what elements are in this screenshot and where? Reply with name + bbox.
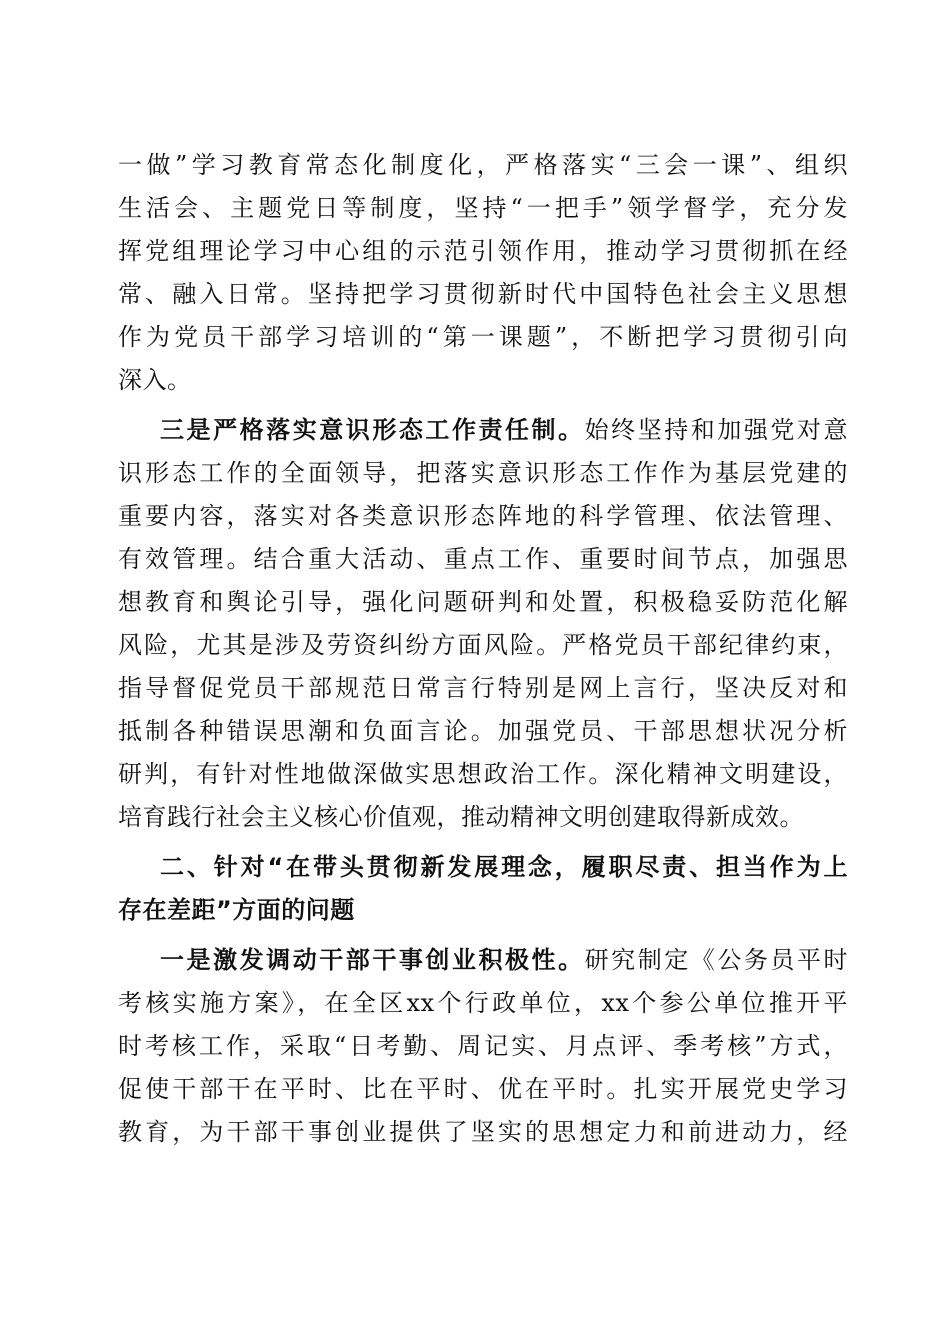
paragraph-line: 研判，有针对性地做深做实思想政治工作。深化精神文明建设， [118, 760, 848, 788]
paragraph-line: 抵制各种错误思潮和负面言论。加强党员、干部思想状况分析 [118, 717, 848, 745]
paragraph-line: 考核实施方案》，在全区xx个行政单位，xx个参公单位推开平 [118, 989, 848, 1017]
paragraph-first-line [160, 410, 848, 450]
paragraph-line: 有效管理。结合重大活动、重点工作、重要时间节点，加强思 [118, 545, 848, 573]
paragraph-lead: 一是激发调动干部干事创业积极性。 [160, 946, 585, 974]
paragraph-line: 一做”学习教育常态化制度化，严格落实“三会一课”、组织 [118, 151, 848, 179]
paragraph-lead: 三是严格落实意识形态工作责任制。 [160, 416, 585, 444]
paragraph-text: 始终坚持和加强党对意 [584, 416, 848, 444]
heading-line: 存在差距”方面的问题 [118, 896, 355, 924]
paragraph-text: 研究制定《公务员平时 [584, 946, 848, 974]
paragraph-line: 想教育和舆论引导，强化问题研判和处置，积极稳妥防范化解 [118, 588, 848, 616]
paragraph-line: 识形态工作的全面领导，把落实意识形态工作作为基层党建的 [118, 459, 848, 487]
paragraph-first-line [160, 940, 848, 980]
paragraph-line: 重要内容，落实对各类意识形态阵地的科学管理、依法管理、 [118, 502, 848, 530]
paragraph-line: 时考核工作，采取“日考勤、周记实、月点评、季考核”方式， [118, 1032, 848, 1060]
paragraph-line: 促使干部干在平时、比在平时、优在平时。扎实开展党史学习 [118, 1075, 848, 1103]
paragraph-line: 教育，为干部干事创业提供了坚实的思想定力和前进动力，经 [118, 1118, 848, 1146]
paragraph-line: 指导督促党员干部规范日常言行特别是网上言行，坚决反对和 [118, 674, 848, 702]
paragraph-line: 生活会、主题党日等制度，坚持“一把手”领学督学，充分发 [118, 194, 848, 222]
heading-line: 二、针对“在带头贯彻新发展理念，履职尽责、担当作为上 [160, 853, 848, 881]
paragraph-line: 培育践行社会主义核心价值观，推动精神文明创建取得新成效。 [118, 803, 804, 831]
paragraph-line: 风险，尤其是涉及劳资纠纷方面风险。严格党员干部纪律约束， [118, 631, 848, 659]
paragraph-line: 深入。 [118, 366, 192, 394]
paragraph-line: 作为党员干部学习培训的“第一课题”，不断把学习贯彻引向 [118, 323, 848, 351]
paragraph-line: 常、融入日常。坚持把学习贯彻新时代中国特色社会主义思想 [118, 280, 848, 308]
paragraph-line: 挥党组理论学习中心组的示范引领作用，推动学习贯彻抓在经 [118, 237, 848, 265]
